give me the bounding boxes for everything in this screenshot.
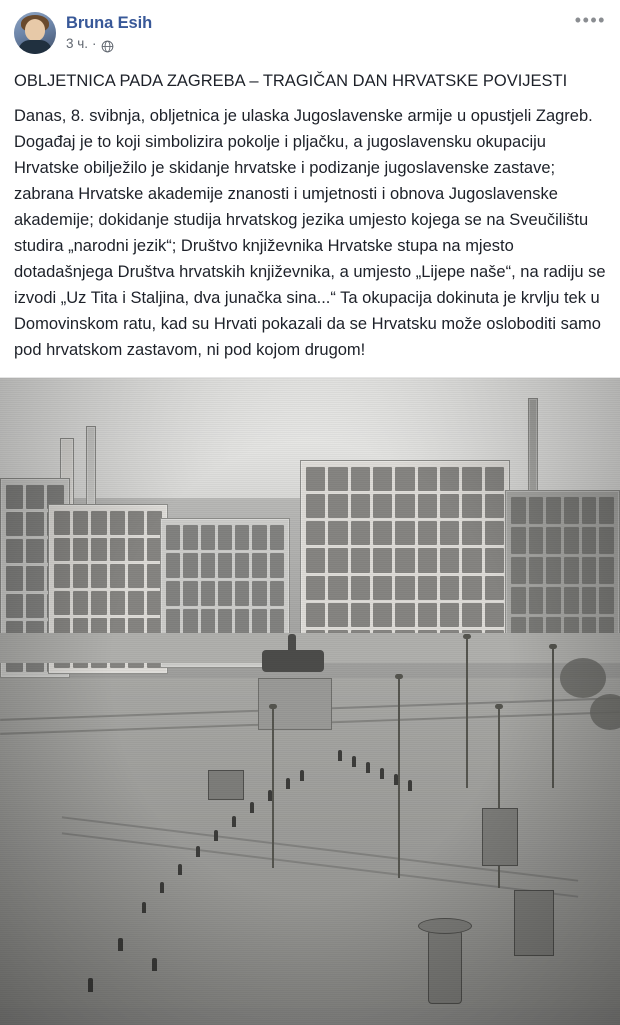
photo-person [286,778,290,789]
photo-person [196,846,200,857]
post-text: Danas, 8. svibnja, obljetnica je ulaska Jugoslavenske armije u opustjeli Zagreb. Događaj je to koji simbolizira pokolje i pljačku, a jugoslavensku okupaciju Hrvatske obilježilo je skidanje hrvatske i podizanje jugoslavenske zastave; zabrana Hrvatske akademije znanosti i umjetnosti i obnova Jugoslavenske akademije; dokidanje studija hrvatskog jezika umjesto kojega se na Sveučilištu studira „narodni jezik“; Društvo književnika Hrvatske stupa na mjesto dotadašnjega Društva hrvatskih književnika, a umjesto „Lijepe naše“, na radiju se izvodi „Uz Tita i Staljina, dva junačka sina...“ Ta okupacija dokinuta je krvlju tek u Domovinskom ratu, kad su Hrvati pokazali da se Hrvatsku može osloboditi samo pod hrvatskom zastavom, ni pod kojom drugom! [14,107,606,359]
photo-lamp-post [272,708,274,868]
photo-building-center-palace [300,460,510,660]
photo-building-right [505,490,620,650]
photo-tree [560,658,606,698]
photo-person [380,768,384,779]
photo-lamp-post [398,678,400,878]
photo-person [250,802,254,813]
photo-person [178,864,182,875]
post-header [0,0,620,60]
photo-kiosk [482,808,518,866]
photo-kiosk-roof [418,918,472,934]
photo-person [152,958,157,971]
avatar-body [18,40,52,54]
post-title: OBLJETNICA PADA ZAGREBA – TRAGIČAN DAN HRVATSKE POVIJESTI [14,72,568,90]
post-meta-row [66,36,152,52]
more-options-icon[interactable]: •••• [574,10,606,30]
photo-person [118,938,123,951]
photo-kiosk-column [428,930,462,1004]
photo-windows [306,467,504,654]
photo-person [300,770,304,781]
photo-lamp-post [466,638,468,788]
photo-person [366,762,370,773]
photo-tower-left [86,426,96,508]
photo-person [160,882,164,893]
post-author-name[interactable]: Bruna Esih [66,14,153,32]
photo-lamp-post [552,648,554,788]
photo-person [352,756,356,767]
photo-person [338,750,342,761]
photo-person [408,780,412,791]
avatar-face [25,19,45,41]
avatar[interactable] [14,12,56,54]
photo-monument-rider [288,634,296,654]
photo-kiosk [514,890,554,956]
photo-person [88,978,93,992]
photo-person [232,816,236,827]
post-timestamp[interactable]: 3 ч. [66,36,89,51]
post-image[interactable] [0,377,620,1025]
photo-person [394,774,398,785]
photo-windows [511,497,614,644]
meta-separator: · [92,36,97,51]
photo-person [268,790,272,801]
photo-person [142,902,146,913]
photo-person [214,830,218,841]
post-header-text [66,12,152,52]
photo-kiosk [208,770,244,800]
post-body [0,60,620,377]
globe-icon[interactable] [101,40,114,53]
